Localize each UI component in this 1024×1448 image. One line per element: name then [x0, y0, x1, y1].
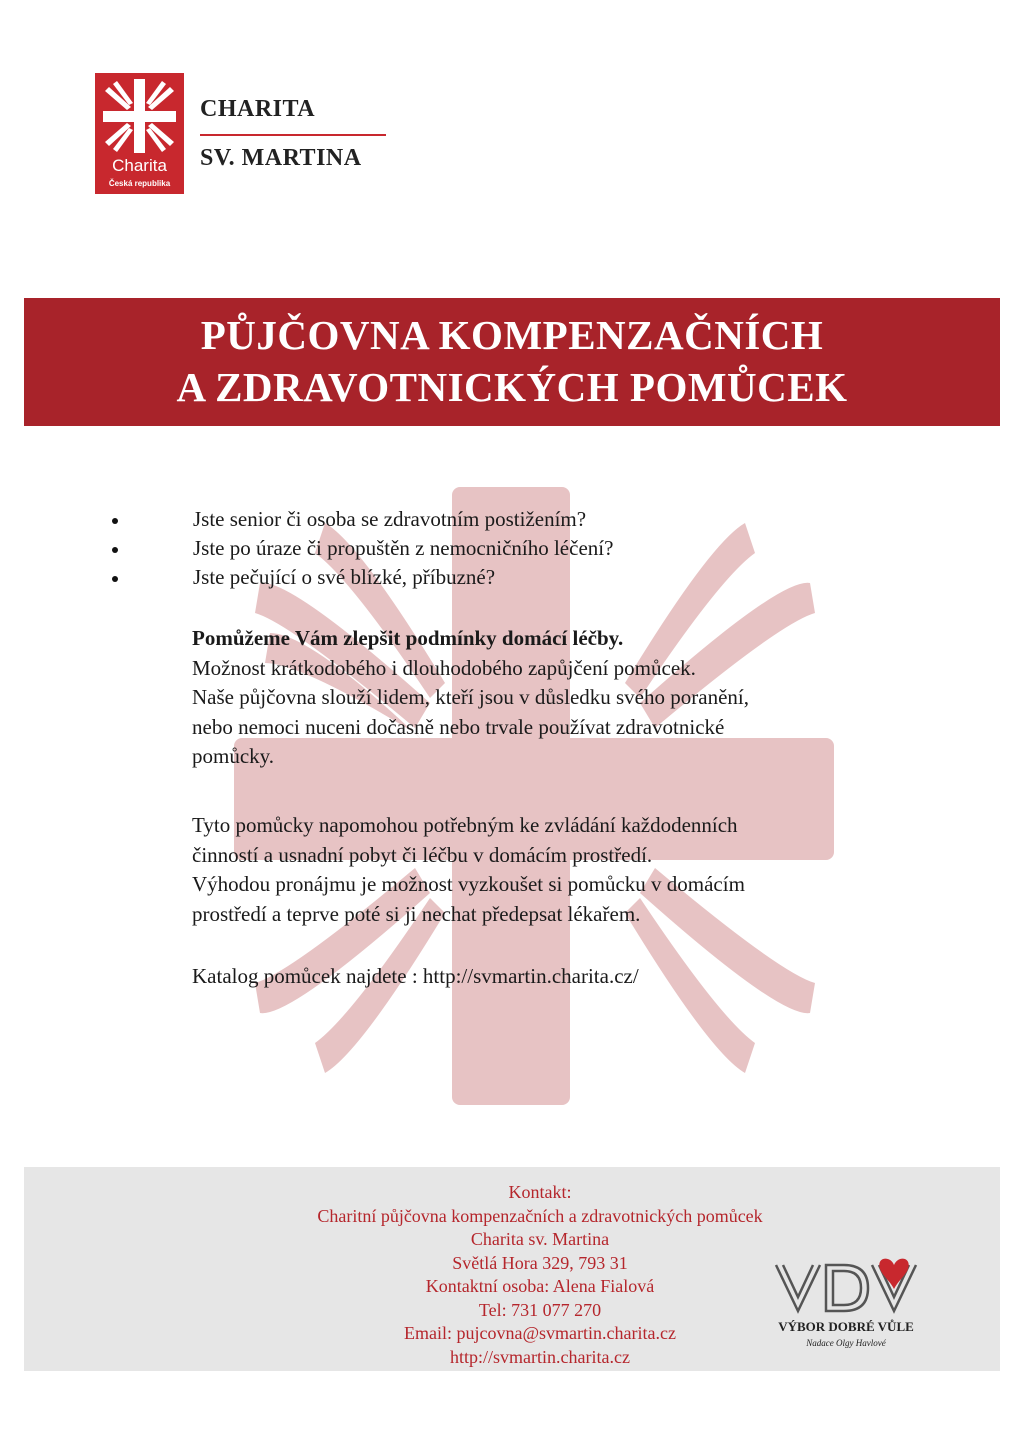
- org-name-line1: CHARITA: [200, 96, 316, 122]
- org-name-line2: SV. MARTINA: [200, 145, 362, 171]
- contact-line: Charita sv. Martina: [470, 1229, 610, 1249]
- logo-subtitle: Česká republika: [108, 179, 171, 188]
- list-item: Jste senior či osoba se zdravotním postižením?: [108, 505, 613, 534]
- paragraph-line: nebo nemoci nuceni dočasně nebo trvale používat zdravotnické: [192, 714, 725, 739]
- contact-footer: [24, 1167, 1000, 1371]
- banner-line2: A ZDRAVOTNICKÝCH POMŮCEK: [176, 364, 848, 410]
- paragraph-line: Tyto pomůcky napomohou potřebným ke zvládání každodenních: [192, 813, 738, 837]
- question-list: [108, 505, 613, 592]
- logo-name: Charita: [112, 156, 167, 175]
- contact-line: Kontaktní osoba: Alena Fialová: [425, 1276, 655, 1296]
- paragraph-line: Výhodou pronájmu je možnost vyzkoušet si pomůcku v domácím: [192, 872, 745, 896]
- list-item: Jste pečující o své blízké, příbuzné?: [108, 563, 613, 592]
- sponsor-name: VÝBOR DOBRÉ VŮLE: [778, 1319, 914, 1334]
- list-item: Jste po úraze či propuštěn z nemocničního léčení?: [108, 534, 613, 563]
- banner-line1: PŮJČOVNA KOMPENZAČNÍCH: [200, 312, 824, 358]
- contact-email: Email: pujcovna@svmartin.charita.cz: [404, 1323, 676, 1343]
- bullet-icon: [112, 547, 118, 553]
- sponsor-subtitle: Nadace Olgy Havlové: [806, 1338, 886, 1348]
- contact-line: Světlá Hora 329, 793 31: [452, 1252, 628, 1273]
- vdv-logo-icon: [772, 1255, 922, 1319]
- catalog-line: [192, 962, 639, 992]
- lead-sentence: Pomůžeme Vám zlepšit podmínky domácí léčby.: [192, 626, 624, 650]
- paragraph-line: pomůcky.: [192, 744, 275, 768]
- catalog-text: Katalog pomůcek najdete : http://svmartin.charita.cz/: [192, 964, 639, 988]
- service-paragraph: [192, 624, 749, 772]
- bullet-icon: [112, 576, 118, 582]
- paragraph-line: Možnost krátkodobého i dlouhodobého zapůjčení pomůcek.: [192, 655, 696, 680]
- contact-line: Charitní půjčovna kompenzačních a zdravotnických pomůcek: [317, 1205, 763, 1226]
- benefits-paragraph: [192, 811, 745, 929]
- bullet-icon: [112, 518, 118, 524]
- contact-heading: Kontakt:: [508, 1182, 572, 1202]
- paragraph-line: prostředí a teprve poté si ji nechat předepsat lékařem.: [192, 901, 641, 926]
- contact-phone: Tel: 731 077 270: [478, 1299, 602, 1320]
- paragraph-line: Naše půjčovna slouží lidem, kteří jsou v důsledku svého poranění,: [192, 685, 749, 709]
- contact-website: http://svmartin.charita.cz: [450, 1346, 630, 1367]
- paragraph-line: činností a usnadní pobyt či léčbu v domácím prostředí.: [192, 842, 653, 867]
